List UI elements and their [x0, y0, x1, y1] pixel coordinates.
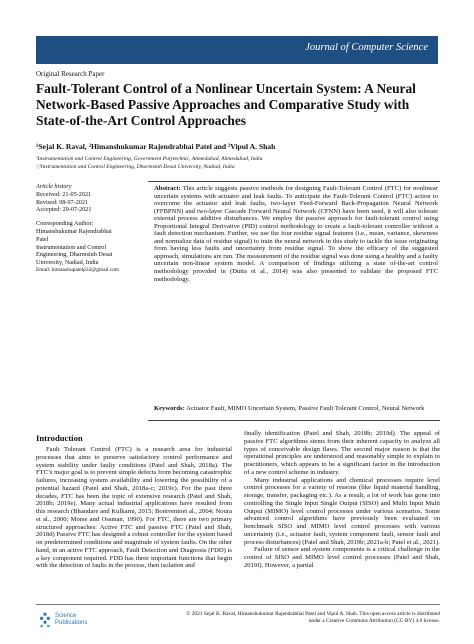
received-date: Received: 21-05-2021 — [36, 190, 92, 198]
corresponding-author-name-2: Patel — [36, 235, 49, 243]
copyright-line-2[interactable]: under a Creative Commons Attribution (CC-BY) 4.0 license. — [308, 617, 440, 624]
article-history-label: Article history — [36, 183, 72, 190]
copyright-notice — [120, 611, 440, 624]
corresponding-author-email[interactable]: Email: himanshupatelp32@gmail.com — [36, 266, 120, 273]
journal-banner — [36, 36, 438, 64]
abstract-text: This article suggests passive methods for designing Fault-Tolerant Control (FTC) for nonlinear uncertain systems with actuator and leak faults. To anticipate the Fault-Tolerant Control (FTC) action to overcome the actuator and leak faults, two-layer Feed-Forward Back-Propagation Neural Network (FFBPNN) and two-layer Cascade Forward Neural Network (CFNN) have been used, it will also tolerate external process additive disturbances. We employ the passive approach for fault-tolerant control using Proportional Integral Derivative (PID) control methodology to create a fault-tolerant controller without a fault detection mechanism. Further, we use the four residue signal features (i.e., mean, variance, skewness and normalize data of residue signal) to train the neural network in this study to tackle the issue originating from having less faults and uncertainty from residue signal. To show the efficacy of the suggested approach, simulations are run. The measurement of the residue signal was done using a healthy and a faulty uncertain non-linear system model. A comparison of findings utilizing a state of-the-art control methodology provided in (Dutta et al., 2014) was also presented to validate the proposed FTC methodology. — [154, 185, 439, 283]
intro-paragraph: Many industrial applications and chemical processes require level control processes for a variety of reasons (like liquid material handling, storage, transfer, packaging etc.). As a result, a lot of work has gone into controlling the Single Input Single Output (SISO) and Multi Input Multi Output (MIMO) level control processes under various scenarios. Some advanced control algorithms have previously been evaluated on benchmark SISO and MIMO level control processes with various uncertainty (i.e., actuator fault, system component fault, sensor fault and process disturbances) (Patel and Shah, 2019b; 2021a-b; Patel et al., 2021). — [244, 476, 440, 546]
intro-paragraph: Failure of sensor and system components is a critical challenge in the control of SISO and MIMO level control processes (Patel and Shah, 2019f). However, a partial — [244, 546, 440, 569]
corresponding-author-label: Corresponding Author: — [36, 220, 94, 228]
intro-paragraph: Fault Tolerant Control (FTC) is a research area for industrial processes that aims to preserve satisfactory control performance and system stability under faulty conditions (Patel and Shah, 2018a). The FTC’s major goal is to prevent simple defects from becoming catastrophic failures, increasing system availability and lowering the possibility of a potential hazard (Patel and Shah, 2018a-c; 2019c). For the past three decades, FTC has been the topic of extensive research (Patel and Shah, 2018b; 2019e). Many actual industrial applications have resulted from this research (Bhandare and Kulkarni, 2015; Boniventoet al., 2004; Noura et al., 2000; Morse and Ossman, 1990). For FTC, there are two primary structured approaches: Active FTC and passive FTC (Patel and Shah, 2018d) Passive FTC has designed a robust controller for the system based on predetermined conditions and magnitude of system faults. On the other hand, in an active FTC approach, Fault Detection and Diagnosis (FDD) is a key component required. FDD has three important functions that begin with the detection of faults in the process, then isolation and — [36, 446, 232, 570]
affiliation-1: ¹Instrumentation and Control Engineering, Government Polytechnic, Ahmedabad, Ahmedabad, India — [36, 156, 263, 162]
abstract — [154, 185, 438, 283]
introduction-heading: Introduction — [36, 433, 83, 443]
publisher-logo-text — [55, 613, 87, 627]
journal-name: Journal of Computer Science — [305, 42, 428, 53]
corresponding-author-dept-1: Instrumentation and Control — [36, 243, 107, 251]
abstract-label: Abstract: — [154, 185, 181, 192]
publisher-logo-icon — [38, 612, 52, 628]
affiliation-2: ²,³Instrumentation and Control Engineering, Dharmsinh Desai University, Nadiad, India — [36, 164, 235, 170]
logo-line-1: Science — [55, 613, 77, 619]
footer-divider — [36, 604, 440, 605]
body-column-right — [244, 430, 440, 600]
intro-paragraph: finally identification (Patel and Shah, 2018b; 2019d). The appeal of passive FTC algorithms stems from their inherent capacity to analyze all types of conceivable design flaws. The second major reason is that the operational principles are understood and reasonably simple to explain to practitioners, which appears to be a significant factor in the introduction of a new control scheme in industry. — [244, 430, 440, 476]
copyright-line-1: © 2021 Sejal K. Raval, Himanshukumar Rajendrabhai Patel and Vipul A. Shah. This open access article is distributed — [186, 611, 440, 617]
corresponding-author-dept-3: University, Nadiad, India — [36, 259, 99, 267]
article-info-sidebar — [36, 183, 144, 275]
keywords-label: Keywords: — [154, 405, 185, 412]
revised-date: Revised: 08-07-2021 — [36, 198, 89, 206]
author-list: ¹Sejal K. Raval, ²Himanshukumar Rajendrabhai Patel and ²Vipul A. Shah — [36, 142, 276, 151]
logo-line-2: Publications — [55, 620, 88, 627]
article-type: Original Research Paper — [36, 70, 105, 78]
corresponding-author-name-1: Himanshukumar Rajendrabhai — [36, 227, 112, 235]
keywords-text: Actuator Fault, MIMO Uncertain System, Passive Fault Tolerant Control, Neural Network — [186, 405, 425, 412]
accepted-date: Accepted: 29-07-2021 — [36, 206, 92, 214]
paper-title: Fault-Tolerant Control of a Nonlinear Uncertain System: A Neural Network-Based Passive Approaches and Comparative Study with State-of-the-Art Control Approaches — [36, 81, 416, 128]
corresponding-author-dept-2: Engineering, Dharmsinh Desai — [36, 251, 113, 259]
keywords — [154, 405, 438, 413]
publisher-logo — [38, 608, 120, 634]
body-column-left — [36, 446, 232, 601]
